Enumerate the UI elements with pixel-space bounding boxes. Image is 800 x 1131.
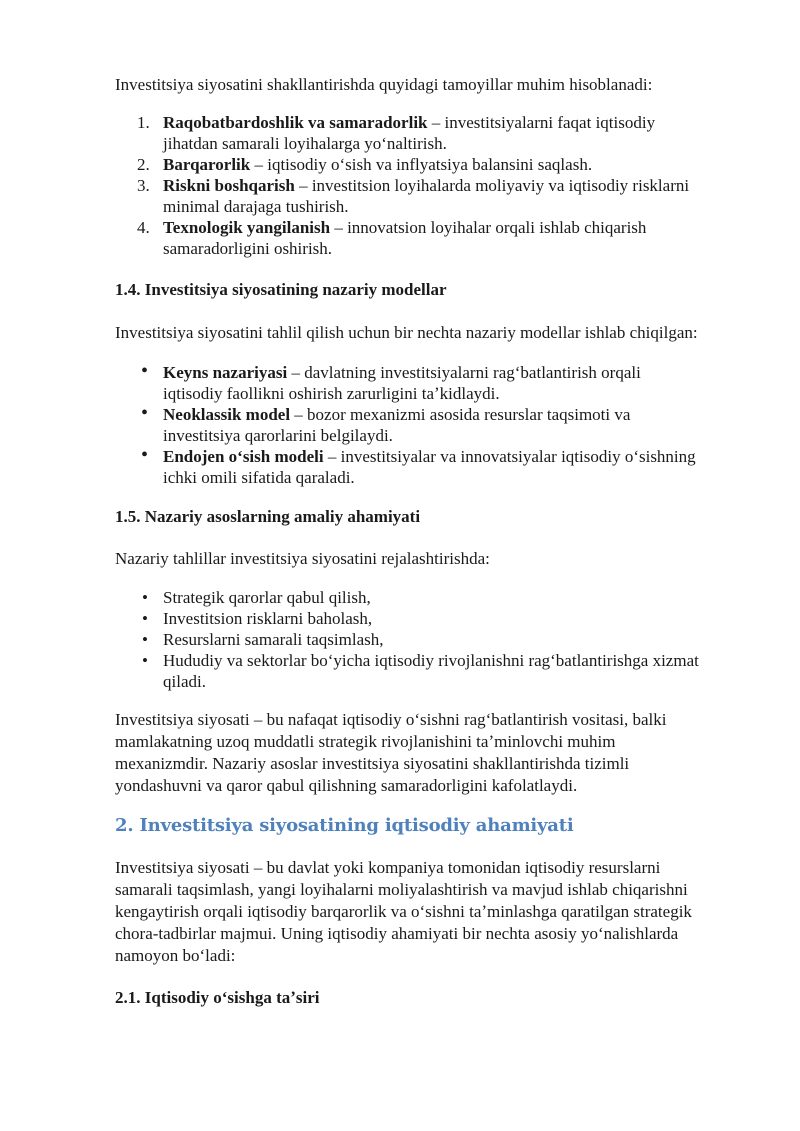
list-item-desc: – davlatning investitsiyalarni ragʻbatlantirish orqali iqtisodiy faollikni oshirish zarurligini taʼkidlaydi. [163, 363, 641, 403]
bullet-marker: • [141, 360, 149, 382]
section-1-4-intro: Investitsiya siyosatini tahlil qilish uchun bir nechta nazariy modellar ishlab chiqilgan: [115, 323, 698, 342]
list-item-desc: – iqtisodiy oʻsish va inflyatsiya balansini saqlash. [250, 155, 593, 174]
models-list [115, 362, 704, 488]
list-item [115, 608, 704, 629]
list-item [115, 112, 704, 154]
conclusion-paragraph: Investitsiya siyosati – bu nafaqat iqtisodiy oʻsishni ragʻbatlantirish vositasi, balki mamlakatning uzoq muddatli strategik rivojlanishini taʼminlovchi muhim mexanizmdir. Nazariy asoslar investitsiya siyosatini shakllantirishda tizimli yondashuvni va qaror qabul qilishning samaradorligini kafolatlaydi. [115, 710, 667, 795]
bullet-marker: • [142, 609, 148, 628]
list-item [115, 217, 704, 259]
section-2-heading: 2. Investitsiya siyosatining iqtisodiy ahamiyati [115, 815, 574, 836]
list-item [115, 362, 704, 404]
list-marker: 1. [137, 113, 150, 132]
list-item-desc: – investitsiyalarni faqat iqtisodiy jihatdan samarali loyihalarga yoʻnaltirish. [163, 113, 656, 153]
section-2-paragraph: Investitsiya siyosati – bu davlat yoki kompaniya tomonidan iqtisodiy resurslarni samarali taqsimlash, yangi loyihalarni moliyalashtirish va mavjud ishlab chiqarishni kengaytirish orqali iqtisodiy barqarorlik va oʻsishni taʼminlashga qaratilgan strategik chora-tadbirlar majmui. Uning iqtisodiy ahamiyati bir nechta asosiy yoʻnalishlarda namoyon boʻladi: [115, 858, 692, 965]
list-item [115, 175, 704, 217]
list-item [115, 154, 704, 175]
list-item-text: Investitsion risklarni baholash, [163, 609, 373, 628]
section-2-1-heading: 2.1. Iqtisodiy oʻsishga taʼsiri [115, 988, 320, 1007]
principles-list [115, 112, 704, 259]
list-item-term: Barqarorlik [163, 155, 251, 174]
list-item-term: Endojen oʻsish modeli [163, 447, 324, 466]
bullet-marker: • [142, 588, 148, 607]
bullet-marker: • [142, 651, 148, 670]
list-item [115, 404, 704, 446]
list-marker: 3. [137, 176, 150, 195]
list-item-term: Riskni boshqarish [163, 176, 295, 195]
principles-intro: Investitsiya siyosatini shakllantirishda quyidagi tamoyillar muhim hisoblanadi: [115, 75, 653, 94]
list-item-desc: – innovatsion loyihalar orqali ishlab chiqarish samaradorligini oshirish. [163, 218, 647, 258]
list-marker: 4. [137, 218, 150, 237]
list-item-text: Resurslarni samarali taqsimlash, [163, 630, 384, 649]
section-1-5-intro: Nazariy tahlillar investitsiya siyosatini rejalashtirishda: [115, 549, 490, 568]
list-item-term: Raqobatbardoshlik va samaradorlik [163, 113, 428, 132]
section-1-5-heading: 1.5. Nazariy asoslarning amaliy ahamiyati [115, 507, 421, 526]
bullet-marker: • [141, 444, 149, 466]
list-marker: 2. [137, 155, 150, 174]
list-item [115, 446, 704, 488]
list-item-desc: – investitsion loyihalarda moliyaviy va iqtisodiy risklarni minimal darajaga tushirish. [163, 176, 690, 216]
list-item-text: Hududiy va sektorlar boʻyicha iqtisodiy rivojlanishni ragʻbatlantirishga xizmat qiladi. [163, 651, 699, 691]
list-item-term: Neoklassik model [163, 405, 291, 424]
bullet-marker: • [142, 630, 148, 649]
list-item-desc: – investitsiyalar va innovatsiyalar iqtisodiy oʻsishning ichki omili sifatida qaraladi. [163, 447, 696, 487]
list-item-text: Strategik qarorlar qabul qilish, [163, 588, 371, 607]
bullet-marker: • [141, 402, 149, 424]
list-item-term: Texnologik yangilanish [163, 218, 331, 237]
list-item-term: Keyns nazariyasi [163, 363, 288, 382]
list-item [115, 587, 704, 608]
list-item [115, 629, 704, 650]
section-1-4-heading: 1.4. Investitsiya siyosatining nazariy modellar [115, 280, 447, 299]
list-item [115, 650, 704, 692]
list-item-desc: – bozor mexanizmi asosida resurslar taqsimoti va investitsiya qarorlarini belgilaydi. [163, 405, 631, 445]
practical-list [115, 587, 704, 692]
